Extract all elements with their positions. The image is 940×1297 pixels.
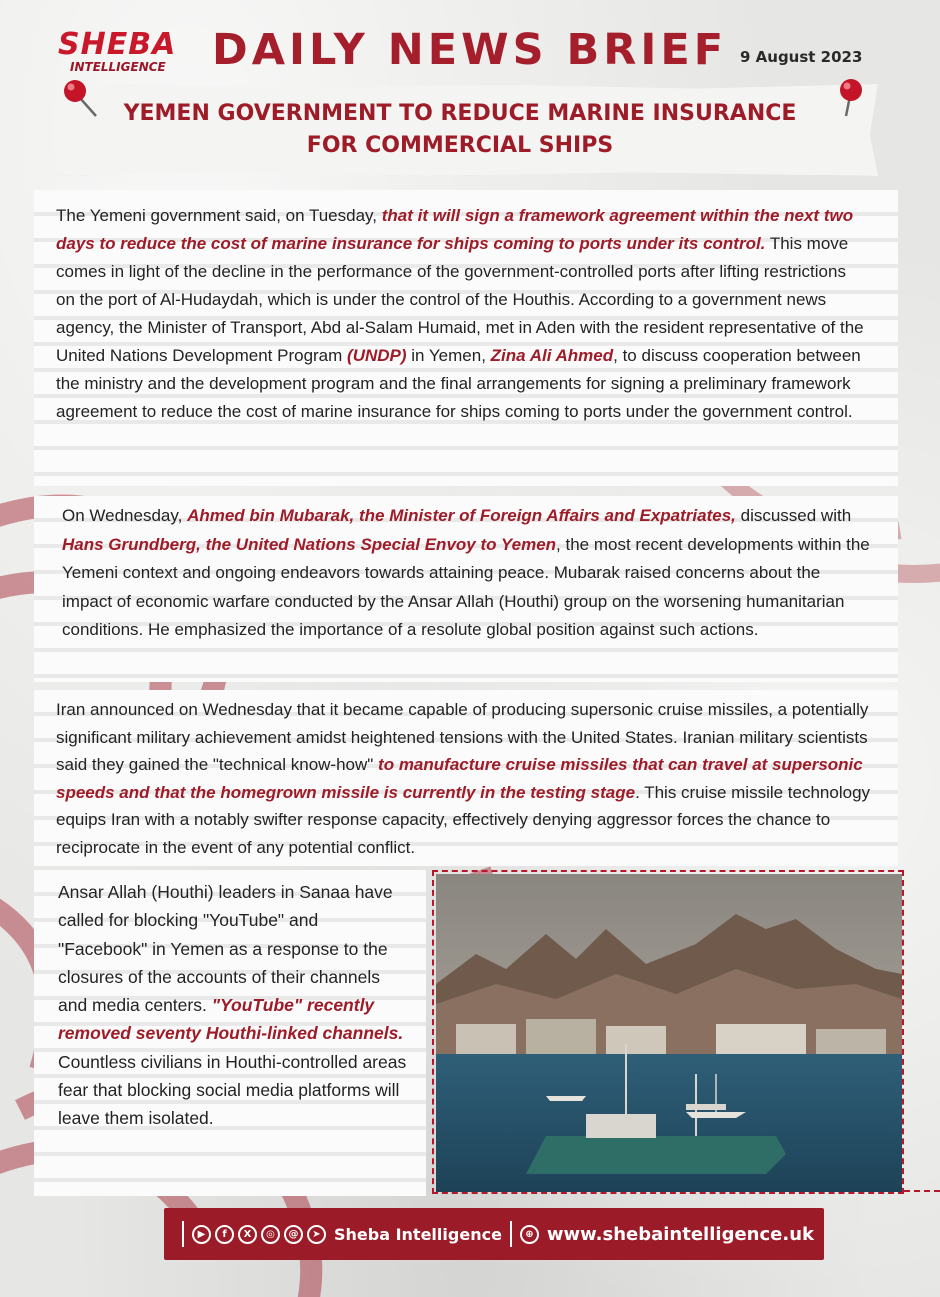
footer-bar [164,1208,824,1260]
header [0,0,940,190]
article-card-1 [34,190,898,486]
instagram-icon[interactable]: ◎ [261,1225,280,1244]
article-3-text: Iran announced on Wednesday that it became capable of producing supersonic cruise missiles, a potentially significant military achievement amidst heightened tensions with the United States. Iranian military scientists said they gained the "technical know-how" to manufacture cruise missiles that can travel at supersonic speeds and that the homegrown missile is currently in the testing stage. This cruise missile technology equips Iran with a notably swifter response capacity, effectively denying aggressor forces the chance to reciprocate in the event of any potential conflict. [56,700,871,857]
harbor-photo-frame [432,870,904,1194]
envoy-highlight: Hans Grundberg, the United Nations Special Envoy to Yemen [62,534,557,554]
footer-brand: Sheba Intelligence [334,1224,502,1244]
article-card-4 [34,870,426,1196]
facebook-icon[interactable]: f [215,1225,234,1244]
footer-url-link[interactable]: www.shebaintelligence.uk [546,1223,814,1245]
youtube-icon[interactable]: ▶ [192,1225,211,1244]
article-1-text: The Yemeni government said, on Tuesday, that it will sign a framework agreement within the next two days to reduce the cost of marine insurance for ships coming to ports under its control. This move comes in light of the decline in the performance of the government-controlled ports after lifting restrictions on the port of Al-Hudaydah, which is under the control of the Houthis. According to a government news agency, the Minister of Transport, Abd al-Salam Humaid, met in Aden with the resident representative of the United Nations Development Program (UNDP) in Yemen, Zina Ali Ahmed, to discuss cooperation between the ministry and the development program and the final arrangements for signing a preliminary framework agreement to reduce the cost of marine insurance for ships coming to ports under the government control. [56,206,864,421]
article-card-3 [34,690,898,866]
logo-sub-text: INTELLIGENCE [70,60,166,74]
article-4-text: Ansar Allah (Houthi) leaders in Sanaa have called for blocking "YouTube" and "Facebook" in Yemen as a response to the closures of the accounts of their channels and media centers. "YouTube" recently removed seventy Houthi-linked channels. Countless civilians in Houthi-controlled areas fear that blocking social media platforms will leave them isolated. [58,882,407,1129]
pushpin-icon [60,78,102,120]
divider [182,1221,184,1247]
sheba-logo [58,27,198,74]
footer-content [178,1220,814,1248]
headline-line-2: FOR COMMERCIAL SHIPS [306,133,614,158]
zina-highlight: Zina Ali Ahmed [490,346,614,365]
divider [510,1221,512,1247]
minister-highlight: Ahmed bin Mubarak, the Minister of Foreign Affairs and Expatriates, [187,506,736,525]
headline [80,98,840,162]
harbor-photo [436,874,902,1192]
undp-highlight: (UNDP) [347,346,407,365]
logo-main-text: SHEBA [58,27,177,62]
youtube-highlight: "YouTube" recently removed seventy Houthi-linked channels. [58,995,404,1044]
globe-icon: ⊕ [520,1225,539,1244]
headline-line-1: YEMEN GOVERNMENT TO REDUCE MARINE INSURANCE [123,101,797,126]
telegram-icon[interactable]: ➤ [307,1225,326,1244]
photo-dash-accent [904,1190,940,1192]
pushpin-icon [830,76,872,118]
missile-highlight: to manufacture cruise missiles that can travel at supersonic speeds and that the homegrown missile is currently in the testing stage [56,755,863,802]
article-card-2 [34,496,898,682]
x-icon[interactable]: X [238,1225,257,1244]
threads-icon[interactable]: @ [284,1225,303,1244]
article-2-text: On Wednesday, Ahmed bin Mubarak, the Minister of Foreign Affairs and Expatriates, discussed with Hans Grundberg, the United Nations Special Envoy to Yemen, the most recent developments within the Yemeni context and ongoing endeavors towards attaining peace. Mubarak raised concerns about the impact of economic warfare conducted by the Ansar Allah (Houthi) group on the worsening humanitarian conditions. He emphasized the importance of a resolute global position against such actions. [62,506,870,639]
brief-title: DAILY NEWS BRIEF [212,25,728,75]
article-1-highlight: that it will sign a framework agreement within the next two days to reduce the cost of marine insurance for ships coming to ports under its control. [56,206,854,253]
brief-date: 9 August 2023 [740,48,863,66]
